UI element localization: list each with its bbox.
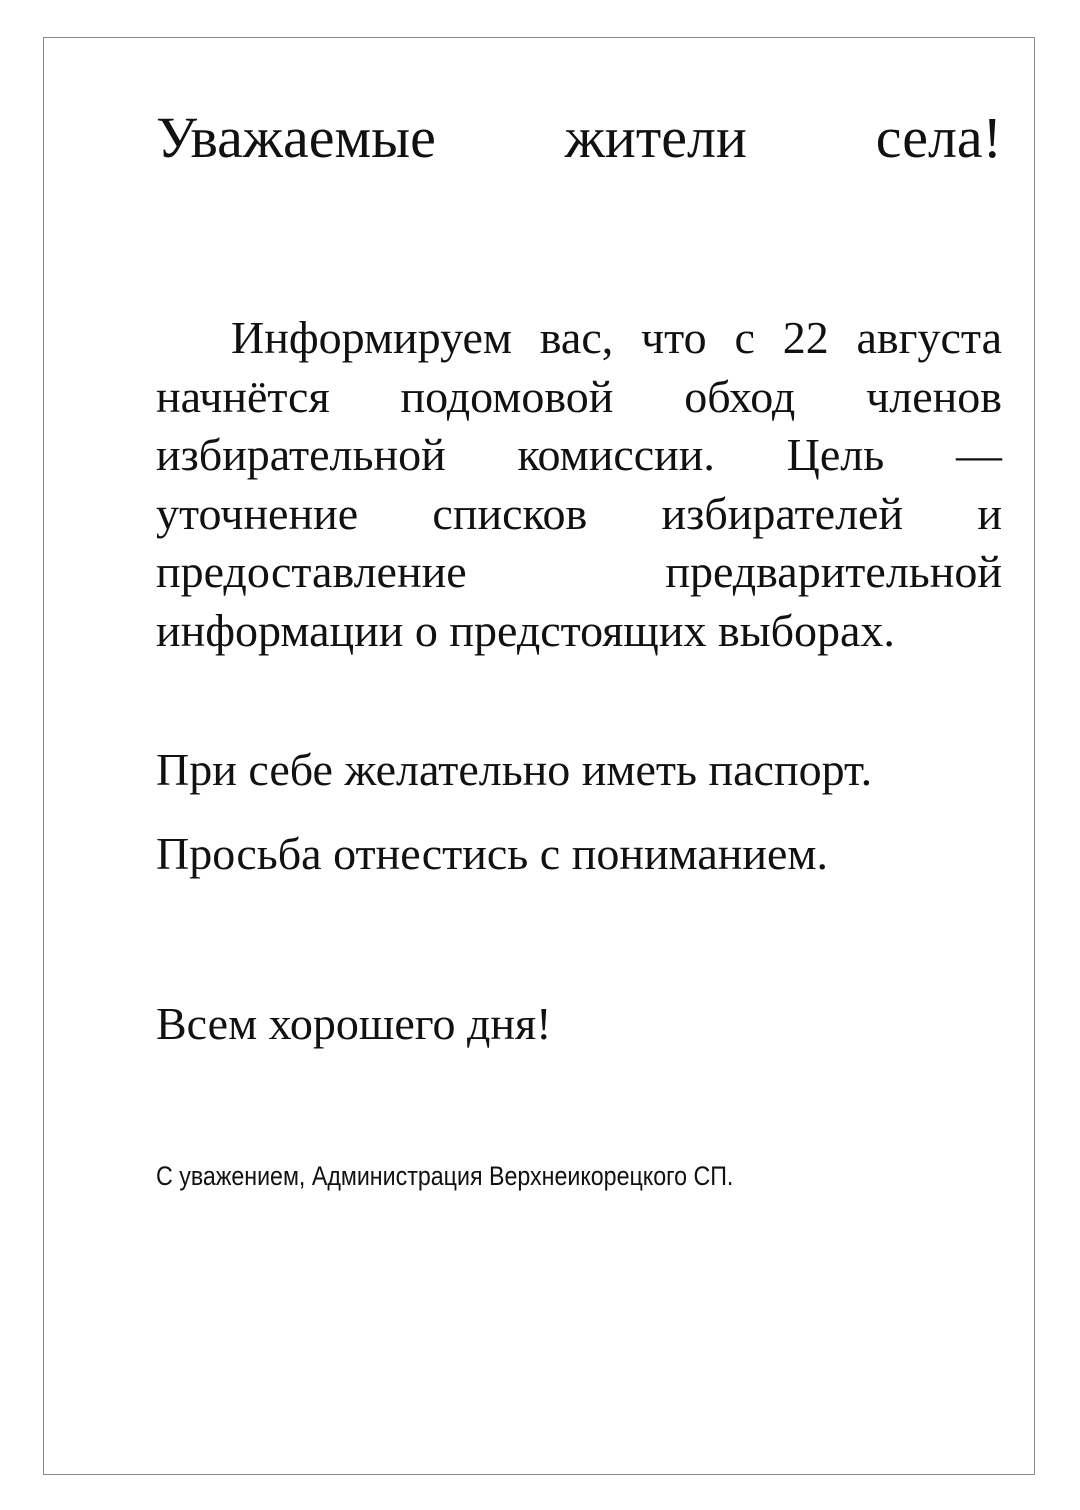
notice-body-paragraph: Информируем вас, что с 22 августа начнётся подомовой обход членов избирательной комиссии. Цель — уточнение списков избирателей и предоставление предварительной информации о предстоящих выборах. <box>156 312 1002 656</box>
signature-line: С уважением, Администрация Верхнеикорецкого СП. <box>156 1161 734 1191</box>
passport-note: При себе желательно иметь паспорт. <box>156 744 873 795</box>
notice-heading: Уважаемые жители села! <box>156 105 1002 170</box>
wish-line: Всем хорошего дня! <box>156 998 552 1049</box>
request-line: Просьба отнестись с пониманием. <box>156 828 829 879</box>
